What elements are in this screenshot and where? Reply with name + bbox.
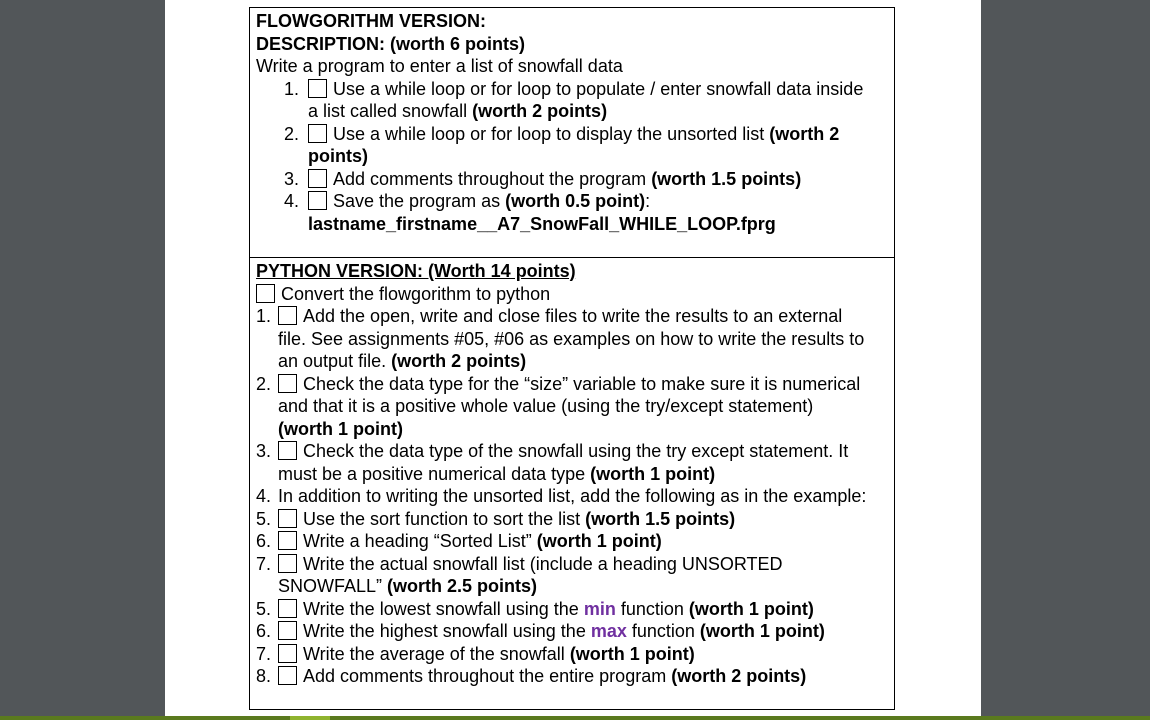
py-item-8: 8. Add comments throughout the entire program (worth 2 points) — [256, 666, 807, 686]
python-section — [249, 257, 895, 710]
py-item-5b: 5. Write the lowest snowfall using the min function (worth 1 point) — [256, 598, 814, 619]
py-item-3: 3. Check the data type of the snowfall using the try except statement. It must be a positive numerical data type (worth 1 point) — [256, 441, 849, 484]
checkbox[interactable] — [256, 284, 275, 303]
flow-item-1: 1. Use a while loop or for loop to populate / enter snowfall data inside a list called snowfall (worth 2 points) — [284, 78, 864, 121]
checkbox[interactable] — [308, 191, 327, 210]
checkbox[interactable] — [278, 531, 297, 550]
checkbox[interactable] — [278, 666, 297, 685]
checkbox[interactable] — [308, 169, 327, 188]
checkbox[interactable] — [308, 124, 327, 143]
flowgorithm-section — [249, 7, 895, 257]
flow-item-2: 2. Use a while loop or for loop to display the unsorted list (worth 2 points) — [284, 123, 840, 166]
py-item-6: 6. Write a heading “Sorted List” (worth 1 point) — [256, 531, 662, 551]
flow-item-3: 3. Add comments throughout the program (worth 1.5 points) — [284, 168, 802, 189]
checkbox[interactable] — [278, 306, 297, 325]
python-title: PYTHON VERSION: (Worth 14 points) — [256, 261, 576, 281]
checkbox[interactable] — [278, 554, 297, 573]
max-keyword: max — [590, 621, 627, 641]
checkbox[interactable] — [278, 374, 297, 393]
py-item-6b: 6. Write the highest snowfall using the max function (worth 1 point) — [256, 621, 825, 641]
filename: lastname_firstname__A7_SnowFall_WHILE_LOOP.fprg — [308, 213, 776, 234]
checkbox[interactable] — [278, 599, 297, 618]
flowgorithm-description: DESCRIPTION: (worth 6 points) — [256, 33, 525, 54]
py-item-4: 4. In addition to writing the unsorted list, add the following as in the example: — [256, 486, 867, 506]
taskbar-strip — [0, 716, 1150, 720]
py-item-7b: 7. Write the average of the snowfall (worth 1 point) — [256, 643, 695, 664]
checkbox[interactable] — [278, 621, 297, 640]
min-keyword: min — [583, 598, 616, 619]
checkbox[interactable] — [278, 509, 297, 528]
py-item-2: 2. Check the data type for the “size” variable to make sure it is numerical and that it is a positive whole value (using the try/except statement) (worth 1 point) — [256, 373, 861, 439]
checkbox[interactable] — [278, 644, 297, 663]
flowgorithm-title: FLOWGORITHM VERSION: — [256, 11, 486, 31]
checkbox[interactable] — [278, 441, 297, 460]
flowgorithm-intro: Write a program to enter a list of snowfall data — [256, 56, 623, 76]
py-item-1: 1. Add the open, write and close files to write the results to an external file. See assignments #05, #06 as examples on how to write the results to an output file. (worth 2 points) — [256, 306, 865, 371]
py-item-5: 5. Use the sort function to sort the list (worth 1.5 points) — [256, 508, 736, 529]
flow-item-4: 4. Save the program as (worth 0.5 point): lastname_firstname__A7_SnowFall_WHILE_LOOP.fprg — [256, 190, 894, 235]
checkbox[interactable] — [308, 79, 327, 98]
taskbar-highlight — [290, 716, 330, 720]
py-item-7: 7. Write the actual snowfall list (include a heading UNSORTED SNOWFALL” (worth 2.5 points) — [256, 553, 783, 596]
convert-label: Convert the flowgorithm to python — [281, 283, 551, 304]
document-page — [165, 0, 981, 716]
